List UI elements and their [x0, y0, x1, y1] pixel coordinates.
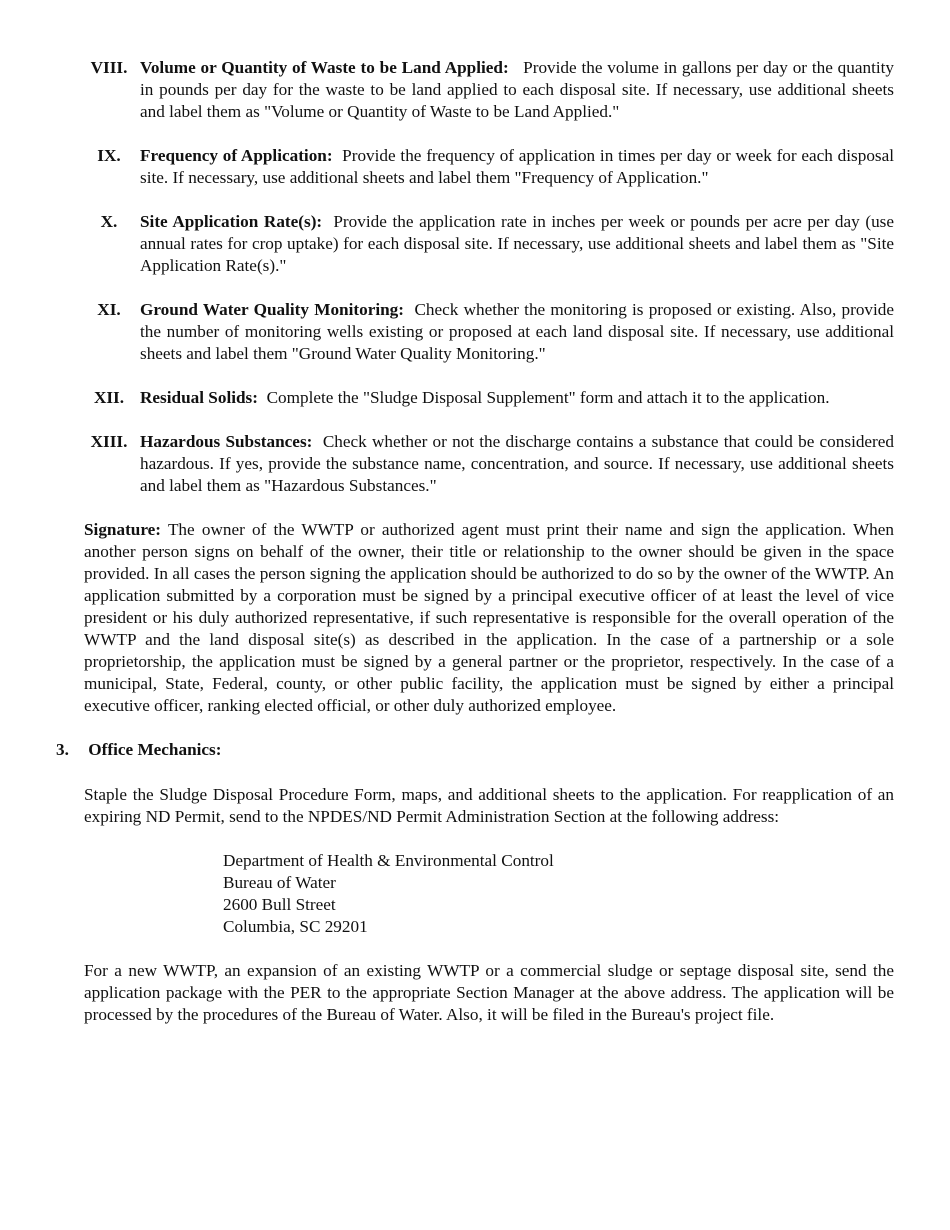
item-ix — [84, 145, 894, 189]
item-label: Ground Water Quality Monitoring: — [140, 300, 404, 319]
address-line: Department of Health & Environmental Control — [223, 851, 554, 870]
item-number: IX. — [97, 146, 121, 165]
address-line: 2600 Bull Street — [223, 895, 336, 914]
item-body — [140, 387, 894, 409]
item-viii — [84, 57, 894, 123]
item-label: Frequency of Application: — [140, 146, 333, 165]
item-number: XIII. — [90, 432, 128, 451]
closing-text: For a new WWTP, an expansion of an existing WWTP or a commercial sludge or septage disposal site, send the application package with the PER to the appropriate Section Manager at the above address. The application will be processed by the procedures of the Bureau of Water. Also, it will be filed in the Bureau's project file. — [84, 961, 894, 1024]
item-body — [140, 57, 894, 123]
section-number: 3. — [56, 740, 69, 759]
item-body — [140, 145, 894, 189]
item-body — [140, 431, 894, 497]
item-text: Provide the volume in gallons per day or the quantity in pounds per day for the waste to be land applied to each disposal site. If necessary, use additional sheets and label them as "Volume or Quantity of Waste to be Land Applied." — [140, 58, 894, 121]
item-label: Site Application Rate(s): — [140, 212, 323, 231]
item-xi — [84, 299, 894, 365]
item-number: VIII. — [90, 58, 128, 77]
signature-text: The owner of the WWTP or authorized agent must print their name and sign the application. When another person signs on behalf of the owner, their title or relationship to the owner should be given in the space provided. In all cases the person signing the application should be authorized to do so by the owner of the WWTP. An application submitted by a corporation must be signed by a principal executive officer of at least the level of vice president or his duly authorized representative, if such representative is responsible for the overall operation of the WWTP and the land disposal site(s) as described in the application. In the case of a partnership or a sole proprietorship, the application must be signed by a general partner or the proprietor, respectively. In the case of a municipal, State, Federal, county, or other public facility, the application must be signed by either a principal executive officer, ranking elected official, or other duly authorized employee. — [84, 520, 894, 715]
signature-paragraph — [84, 519, 894, 717]
closing-paragraph — [84, 960, 894, 1026]
item-label: Hazardous Substances: — [140, 432, 313, 451]
item-body — [140, 211, 894, 277]
section-3-heading — [56, 739, 221, 761]
intro-text: Staple the Sludge Disposal Procedure Form, maps, and additional sheets to the application. For reapplication of an expiring ND Permit, send to the NPDES/ND Permit Administration Section at the following address: — [84, 785, 894, 826]
office-mechanics-intro — [84, 784, 894, 828]
item-x — [84, 211, 894, 277]
item-number: X. — [100, 212, 118, 231]
item-body — [140, 299, 894, 365]
signature-label: Signature: — [84, 520, 162, 539]
item-text: Provide the frequency of application in times per day or week for each disposal site. If necessary, use additional sheets and label them "Frequency of Application." — [140, 146, 894, 187]
item-xiii — [84, 431, 894, 497]
section-title: Office Mechanics: — [88, 740, 222, 759]
item-number: XI. — [97, 300, 121, 319]
item-number: XII. — [93, 388, 125, 407]
item-text: Check whether the monitoring is proposed or existing. Also, provide the number of monitoring wells existing or proposed at each land disposal site. If necessary, use additional sheets and label them "Ground Water Quality Monitoring." — [140, 300, 895, 363]
item-label: Volume or Quantity of Waste to be Land Applied: — [140, 58, 509, 77]
item-text: Complete the "Sludge Disposal Supplement" form and attach it to the application. — [266, 388, 830, 407]
item-xii — [84, 387, 894, 409]
address-line: Bureau of Water — [223, 873, 336, 892]
item-text: Provide the application rate in inches per week or pounds per acre per day (use annual rates for crop uptake) for each disposal site. If necessary, use additional sheets and label them as "Site Application Rate(s)." — [140, 212, 894, 275]
mailing-address — [223, 850, 554, 938]
item-text: Check whether or not the discharge contains a substance that could be considered hazardous. If yes, provide the substance name, concentration, and source. If necessary, use additional sheets and label them as "Hazardous Substances." — [140, 432, 895, 495]
address-line: Columbia, SC 29201 — [223, 917, 368, 936]
item-label: Residual Solids: — [140, 388, 258, 407]
